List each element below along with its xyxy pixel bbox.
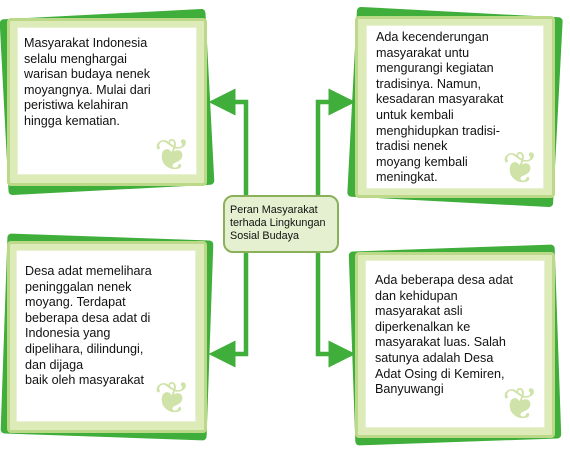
leaf-ornament-icon: ❦ (502, 379, 539, 430)
card-bottom-left (4, 237, 210, 437)
card-top-right (352, 12, 558, 202)
arrow-bottom-left (222, 253, 246, 354)
card-bottom-left-text: Desa adat memelihara peninggalan nenek moyang. Terdapat beberapa desa adat di Indonesia yang dipelihara, dilindungi, dan dijaga baik oleh masyarakat (25, 264, 152, 388)
arrow-top-left (222, 102, 246, 195)
center-node-label: Peran Masyarakat terhada Lingkungan Sosial Budaya (230, 204, 326, 243)
card-bottom-right (352, 248, 558, 442)
card-top-left (4, 14, 210, 190)
arrow-bottom-right (318, 253, 342, 354)
leaf-ornament-icon: ❦ (154, 373, 191, 424)
leaf-ornament-icon: ❦ (154, 130, 191, 181)
leaf-ornament-icon: ❦ (502, 143, 539, 194)
arrow-top-right (318, 102, 342, 195)
card-top-left-text: Masyarakat Indonesia selalu menghargai warisan budaya nenek moyangnya. Mulai dari peristiwa kelahiran hingga kematian. (24, 36, 151, 128)
card-bottom-right-text: Ada beberapa desa adat dan kehidupan masyarakat asli diperkenalkan ke masyarakat luas. Salah satunya adalah Desa Adat Osing di Kemiren, Banyuwangi (375, 273, 513, 397)
card-top-right-text: Ada kecenderungan masyarakat untu mengurangi kegiatan tradisinya. Namun, kesadaran masyarakat untuk kembali menghidupkan tradisi- tradisi nenek moyang kembali meningkat. (376, 30, 504, 185)
center-node (223, 195, 339, 253)
